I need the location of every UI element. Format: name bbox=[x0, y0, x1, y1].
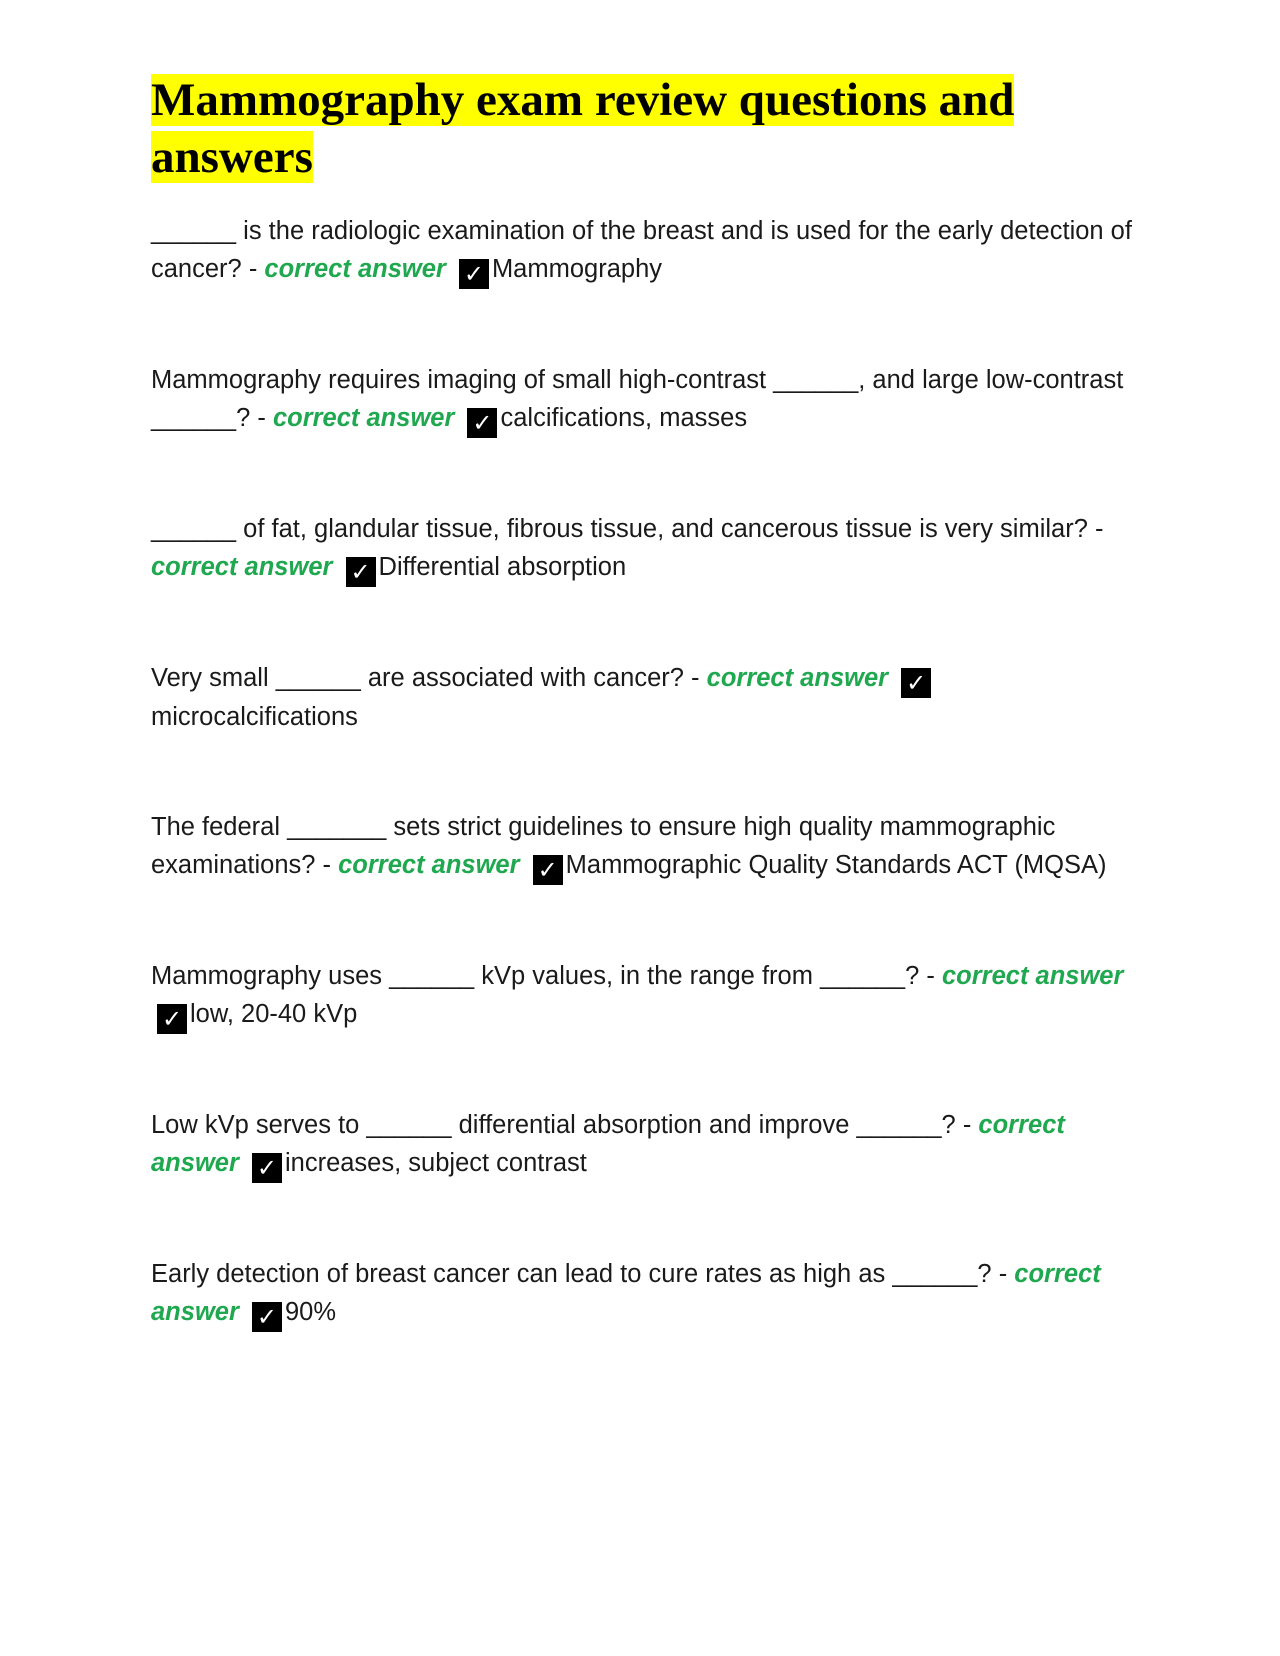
answer-separator: - bbox=[683, 664, 707, 692]
answer-text: 90% bbox=[284, 1298, 337, 1326]
answer-label: correct answer bbox=[264, 255, 446, 283]
title-highlight: Mammography exam review questions and answers bbox=[151, 74, 1015, 183]
answer-separator: - bbox=[919, 962, 942, 990]
answer-label: correct answer bbox=[151, 1260, 1101, 1326]
answer-separator: - bbox=[1087, 515, 1104, 543]
check-mark-icon: ✓ bbox=[252, 1302, 282, 1332]
check-mark-icon: ✓ bbox=[459, 259, 489, 289]
check-mark-icon: ✓ bbox=[346, 557, 376, 587]
question-text: ______ of fat, glandular tissue, fibrous tissue, and cancerous tissue is very similar? bbox=[151, 515, 1088, 543]
answer-separator: - bbox=[315, 851, 339, 879]
qa-item bbox=[151, 510, 1141, 587]
answer-label: correct answer bbox=[338, 851, 520, 879]
question-text: ______ is the radiologic examination of the breast and is used for the early detection of cancer? bbox=[151, 217, 1132, 283]
check-mark-icon: ✓ bbox=[533, 855, 563, 885]
answer-separator: - bbox=[250, 404, 273, 432]
check-mark-icon: ✓ bbox=[157, 1004, 187, 1034]
answer-separator: - bbox=[991, 1260, 1015, 1288]
answer-text: Mammography bbox=[491, 255, 662, 283]
question-text: Early detection of breast cancer can lead to cure rates as high as ______? bbox=[151, 1260, 992, 1288]
document-page bbox=[151, 72, 1141, 1332]
answer-text: Differential absorption bbox=[378, 553, 627, 581]
answer-text: increases, subject contrast bbox=[284, 1149, 587, 1177]
qa-item bbox=[151, 957, 1141, 1034]
answer-label: correct answer bbox=[151, 553, 333, 581]
answer-text: low, 20-40 kVp bbox=[190, 1000, 358, 1028]
answer-separator: - bbox=[241, 255, 265, 283]
answer-text: Mammographic Quality Standards ACT (MQSA) bbox=[565, 851, 1107, 879]
question-text: Mammography requires imaging of small high-contrast ______, and large low-contrast ______? bbox=[151, 366, 1124, 432]
qa-item bbox=[151, 659, 1141, 736]
document-title bbox=[151, 72, 1141, 186]
qa-item bbox=[151, 1255, 1141, 1332]
check-mark-icon: ✓ bbox=[467, 408, 497, 438]
question-text: Low kVp serves to ______ differential absorption and improve ______? bbox=[151, 1111, 956, 1139]
answer-label: correct answer bbox=[151, 1111, 1065, 1177]
answer-separator: - bbox=[955, 1111, 979, 1139]
qa-item bbox=[151, 1106, 1141, 1183]
qa-item bbox=[151, 361, 1141, 438]
question-text: Very small ______ are associated with cancer? bbox=[151, 664, 684, 692]
qa-list bbox=[151, 212, 1141, 1332]
question-text: The federal _______ sets strict guidelines to ensure high quality mammographic examinations? bbox=[151, 813, 1056, 879]
answer-label: correct answer bbox=[272, 404, 455, 432]
answer-text: calcifications, masses bbox=[500, 404, 748, 432]
answer-label: correct answer bbox=[941, 962, 1124, 990]
question-text: Mammography uses ______ kVp values, in the range from ______? bbox=[151, 962, 920, 990]
qa-item bbox=[151, 212, 1141, 289]
check-mark-icon: ✓ bbox=[252, 1153, 282, 1183]
qa-item bbox=[151, 808, 1141, 885]
answer-label: correct answer bbox=[706, 664, 889, 692]
check-mark-icon: ✓ bbox=[901, 668, 931, 698]
answer-text: microcalcifications bbox=[151, 703, 358, 731]
